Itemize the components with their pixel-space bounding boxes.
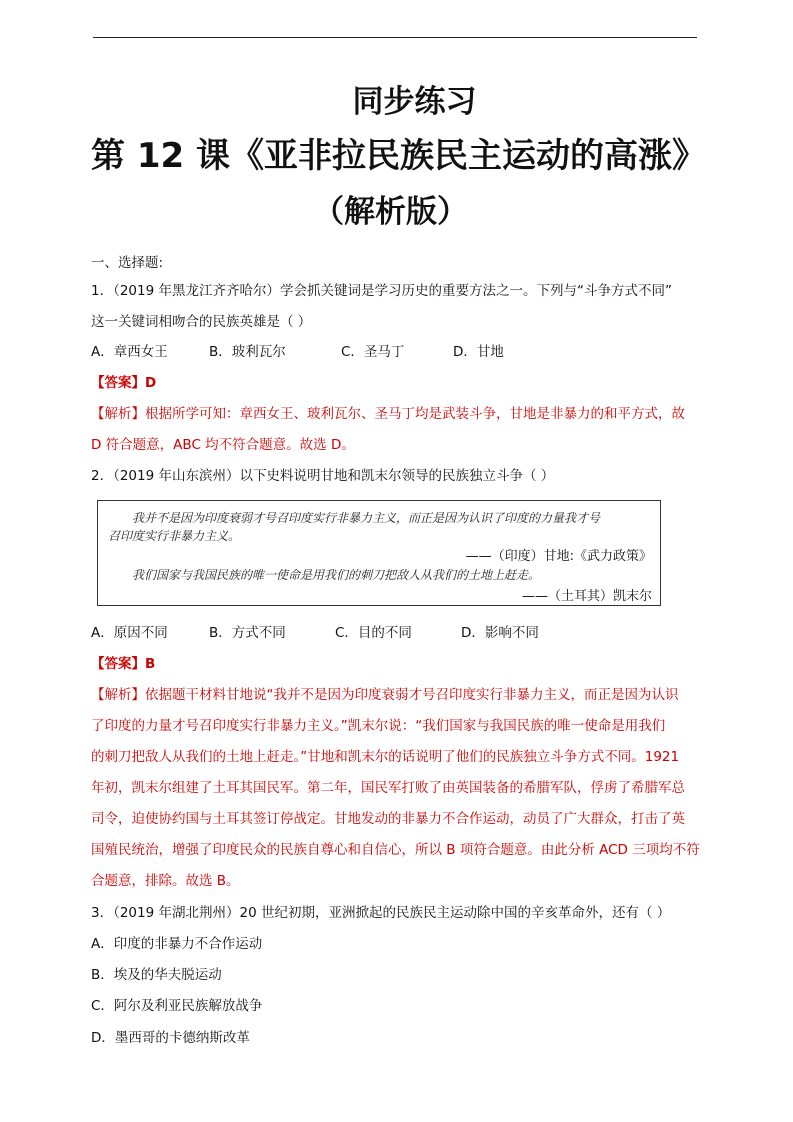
q1-stem-line2: 这一关键词相吻合的民族英雄是（ ） (91, 314, 312, 330)
title-edition: （解析版） (313, 194, 468, 230)
q1-analysis-line2: D 符合题意，ABC 均不符合题意。故选 D。 (91, 437, 355, 453)
title-sync-practice: 同步练习 (352, 84, 477, 120)
q2-analysis-line6: 国殖民统治，增强了印度民众的民族自尊心和自信心，所以 B 项符合题意。由此分析 ACD 三项均不符 (91, 842, 700, 858)
q3-option-c: C．阿尔及利亚民族解放战争 (91, 998, 263, 1014)
q3-option-a: A．印度的非暴力不合作运动 (91, 936, 263, 952)
q1-analysis-line1: 【解析】根据所学可知：章西女王、玻利瓦尔、圣马丁均是武装斗争，甘地是非暴力的和平方式，故 (91, 406, 685, 422)
q2-options (91, 624, 539, 642)
quote-gandhi-line2: 召印度实行非暴力主义。 (108, 529, 241, 543)
source-gandhi: ——（印度）甘地:《武力政策》 (465, 549, 652, 564)
q2-analysis-line3: 的刺刀把敌人从我们的土地上赶走。”甘地和凯末尔的话说明了他们的民族独立斗争方式不同。1921 (91, 749, 680, 765)
q2-option-b: B．方式不同 (209, 625, 286, 641)
q2-analysis-line5: 司令，迫使协约国与土耳其签订停战定。甘地发动的非暴力不合作运动，动员了广大群众，打击了英 (91, 811, 685, 827)
q1-option-b: B．玻利瓦尔 (209, 344, 286, 360)
q3-stem: 3．（2019 年湖北荆州）20 世纪初期，亚洲掀起的民族民主运动除中国的辛亥革命外，还有（ ） (91, 905, 671, 921)
q1-option-c: C．圣马丁 (341, 344, 405, 360)
quote-gandhi-line1: 我并不是因为印度衰弱才号召印度实行非暴力主义，而正是因为认识了印度的力量我才号 (132, 511, 601, 525)
q3-option-d: D．墨西哥的卡德纳斯改革 (91, 1030, 250, 1046)
q1-options (91, 343, 504, 361)
q3-option-b: B．埃及的华夫脱运动 (91, 967, 222, 983)
source-material-box (97, 500, 661, 606)
q2-option-a: A．原因不同 (91, 625, 168, 641)
q1-option-a: A．章西女王 (91, 344, 168, 360)
q1-option-d: D．甘地 (453, 344, 504, 360)
q2-analysis-line1: 【解析】依据题干材料甘地说“我并不是因为印度衰弱才号召印度实行非暴力主义，而正是因为认识 (91, 687, 679, 703)
header-rule (93, 37, 697, 38)
section-heading: 一、选择题: (91, 255, 164, 271)
q1-answer: 【答案】D (91, 375, 157, 391)
q2-answer: 【答案】B (91, 656, 156, 672)
q2-analysis-line4: 年初，凯末尔组建了土耳其国民军。第二年，国民军打败了由英国装备的希腊军队，俘虏了希腊军总 (91, 780, 685, 796)
q2-stem: 2．（2019 年山东滨州）以下史料说明甘地和凯末尔领导的民族独立斗争（ ） (91, 468, 555, 484)
q2-option-c: C．目的不同 (335, 625, 412, 641)
q2-option-d: D．影响不同 (461, 625, 539, 641)
title-lesson: 第 12 课《亚非拉民族民主运动的高涨》 (91, 136, 706, 176)
q2-analysis-line7: 合题意，排除。故选 B。 (91, 873, 240, 889)
q1-stem-line1: 1．（2019 年黑龙江齐齐哈尔）学会抓关键词是学习历史的重要方法之一。下列与“斗争方式不同” (91, 283, 672, 299)
quote-kemal: 我们国家与我国民族的唯一使命是用我们的刺刀把敌人从我们的土地上赶走。 (132, 568, 541, 582)
q2-analysis-line2: 了印度的力量才号召印度实行非暴力主义。”凯末尔说：“我们国家与我国民族的唯一使命是用我们 (91, 718, 666, 734)
source-kemal: ——（土耳其）凯末尔 (521, 589, 652, 604)
